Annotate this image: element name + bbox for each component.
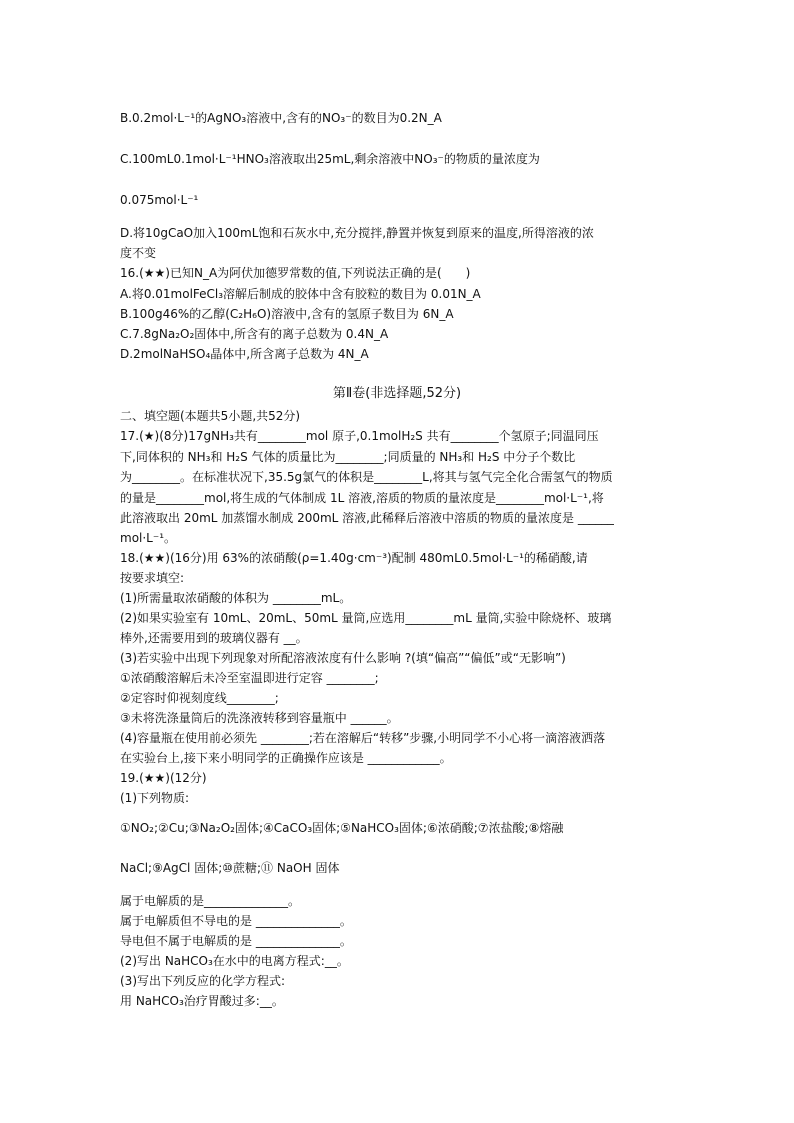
q18-part-3-item-1: ①浓硝酸溶解后未冷至室温即进行定容 ________; — [120, 671, 379, 685]
q19-blank-1: 属于电解质的是______________。 — [120, 894, 301, 908]
q18-part-4-cont: 在实验台上,接下来小明同学的正确操作应该是 ____________。 — [120, 751, 452, 765]
q16-option-c: C.7.8gNa₂O₂固体中,所含有的离子总数为 0.4N_A — [120, 327, 389, 341]
q19-blank-3: 导电但不属于电解质的是 ______________。 — [120, 934, 352, 948]
option-b-line: B.0.2mol·L⁻¹的AgNO₃溶液中,含有的NO₃⁻的数目为0.2N_A — [120, 111, 442, 125]
q18-part-2: (2)如果实验室有 10mL、20mL、50mL 量筒,应选用________mL 量筒,实验中除烧杯、玻璃 — [120, 611, 612, 625]
q19-part-3: (3)写出下列反应的化学方程式: — [120, 974, 286, 988]
q19-substances-1: ①NO₂;②Cu;③Na₂O₂固体;④CaCO₃固体;⑤NaHCO₃固体;⑥浓硝酸;⑦浓盐酸;⑧熔融 — [120, 821, 564, 835]
q17-line-1: 17.(★)(8分)17gNH₃共有________mol 原子,0.1molH₂S 共有________个氢原子;同温同压 — [120, 429, 599, 443]
q19-heading: 19.(★★)(12分) — [120, 771, 207, 785]
q16-option-a: A.将0.01molFeCl₃溶解后制成的胶体中含有胶粒的数目为 0.01N_A — [120, 287, 481, 301]
q17-line-4: 的量是________mol,将生成的气体制成 1L 溶液,溶质的物质的量浓度是________mol·L⁻¹,将 — [120, 491, 604, 505]
option-c-line: C.100mL0.1mol·L⁻¹HNO₃溶液取出25mL,剩余溶液中NO₃⁻的物质的量浓度为 — [120, 152, 540, 166]
q18-part-1: (1)所需量取浓硝酸的体积为 ________mL。 — [120, 591, 352, 605]
section-title: 第Ⅱ卷(非选择题,52分) — [332, 386, 462, 401]
q18-part-3-item-2: ②定容时仰视刻度线________; — [120, 691, 279, 705]
section-heading: 二、填空题(本题共5小题,共52分) — [120, 409, 301, 423]
option-d-cont: 度不变 — [120, 246, 157, 260]
q18-part-2-cont: 棒外,还需要用到的玻璃仪器有 __。 — [120, 631, 308, 645]
q19-part-1: (1)下列物质: — [120, 791, 190, 805]
q18-line-2: 按要求填空: — [120, 571, 185, 585]
q17-line-3: 为________。在标准状况下,35.5g氯气的体积是________L,将其与氢气完全化合需氢气的物质 — [120, 470, 613, 484]
q17-line-2: 下,同体积的 NH₃和 H₂S 气体的质量比为________;同质量的 NH₃和 H₂S 中分子个数比 — [120, 450, 576, 464]
q18-part-3: (3)若实验中出现下列现象对所配溶液浓度有什么影响 ?(填“偏高”“偏低”或“无影响”) — [120, 651, 566, 665]
q17-line-5: 此溶液取出 20mL 加蒸馏水制成 200mL 溶液,此稀释后溶液中溶质的物质的量浓度是 ______ — [120, 511, 614, 525]
q18-part-3-item-3: ③未将洗涤量筒后的洗涤液转移到容量瓶中 ______。 — [120, 711, 399, 725]
option-d-line: D.将10gCaO加入100mL饱和石灰水中,充分搅拌,静置并恢复到原来的温度,所得溶液的浓 — [120, 226, 594, 240]
q16-option-d: D.2molNaHSO₄晶体中,所含离子总数为 4N_A — [120, 347, 369, 361]
q16-option-b: B.100g46%的乙醇(C₂H₆O)溶液中,含有的氢原子数目为 6N_A — [120, 307, 454, 321]
q19-blank-2: 属于电解质但不导电的是 ______________。 — [120, 914, 352, 928]
q19-part-3-item: 用 NaHCO₃治疗胃酸过多:__。 — [120, 994, 284, 1008]
q19-substances-2: NaCl;⑨AgCl 固体;⑩蔗糖;⑪ NaOH 固体 — [120, 861, 340, 875]
option-c-value: 0.075mol·L⁻¹ — [120, 193, 199, 207]
q19-part-2: (2)写出 NaHCO₃在水中的电离方程式:__。 — [120, 954, 349, 968]
q17-line-6: mol·L⁻¹。 — [120, 531, 177, 545]
q18-part-4: (4)容量瓶在使用前必须先 ________;若在溶解后“转移”步骤,小明同学不小心将一滴溶液洒落 — [120, 731, 606, 745]
question-16: 16.(★★)已知N_A为阿伏加德罗常数的值,下列说法正确的是( ) — [120, 266, 471, 280]
q18-line-1: 18.(★★)(16分)用 63%的浓硝酸(ρ=1.40g·cm⁻³)配制 480mL0.5mol·L⁻¹的稀硝酸,请 — [120, 551, 588, 565]
